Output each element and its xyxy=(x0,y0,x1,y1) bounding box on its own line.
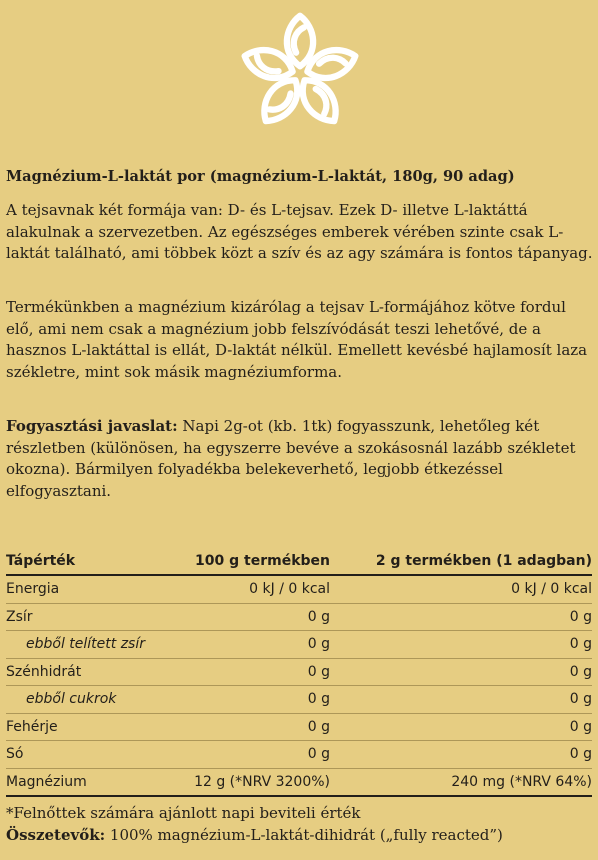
value-per-100g: 0 g xyxy=(307,636,330,653)
value-per-100g: 0 kJ / 0 kcal xyxy=(249,581,330,598)
value-per-serving: 0 g xyxy=(569,608,592,625)
nrv-footnote: *Felnőttek számára ajánlott napi beviteli érték xyxy=(6,804,361,822)
nutrient-name: ebből cukrok xyxy=(26,691,117,708)
value-per-serving: 0 kJ / 0 kcal xyxy=(511,581,592,598)
description-paragraph-2: Termékünkben a magnézium kizárólag a tejsav L-formájához kötve fordul elő, ami nem csak a magnézium jobb felszívódását teszi lehetővé, de a hasznos L-laktáttal is ellát, D-laktát nélkül. Emellett kevésbé hajlamosít laza székletre, mint sok másik magnéziumforma. xyxy=(6,298,588,381)
ingredients-line xyxy=(6,825,596,847)
table-row xyxy=(6,686,592,714)
value-per-100g: 0 g xyxy=(307,746,330,763)
table-row xyxy=(6,631,592,659)
table-row xyxy=(6,714,592,742)
footer-notes xyxy=(6,803,596,846)
nutrient-name: Magnézium xyxy=(6,773,87,790)
ingredients-text: 100% magnézium-L-laktát-dihidrát („fully reacted”) xyxy=(105,825,503,844)
nutrient-name: Zsír xyxy=(6,608,33,625)
table-row xyxy=(6,576,592,604)
value-per-100g: 0 g xyxy=(307,718,330,735)
value-per-100g: 0 g xyxy=(307,691,330,708)
value-per-serving: 0 g xyxy=(569,663,592,680)
value-per-serving: 0 g xyxy=(569,691,592,708)
usage-paragraph xyxy=(6,416,594,502)
value-per-serving: 0 g xyxy=(569,636,592,653)
nutrition-header-row xyxy=(6,547,592,576)
table-row xyxy=(6,659,592,687)
nutrient-name: Fehérje xyxy=(6,718,58,735)
description-paragraph-1: A tejsavnak két formája van: D- és L-tejsav. Ezek D- illetve L-laktáttá alakulnak a szervezetben. Az egészséges emberek vérében szinte csak L-laktát található, ami többek közt a szív és az agy számára is fontos tápanyag. xyxy=(6,201,593,262)
nutrient-name: Energia xyxy=(6,581,60,598)
flower-logo-icon xyxy=(232,10,368,138)
value-per-100g: 0 g xyxy=(307,663,330,680)
usage-label: Fogyasztási javaslat: xyxy=(6,417,178,435)
table-row xyxy=(6,769,592,798)
value-per-100g: 12 g (*NRV 3200%) xyxy=(194,773,330,790)
product-title: Magnézium-L-laktát por (magnézium-L-laktát, 180g, 90 adag) xyxy=(6,168,515,185)
nutrient-name: Só xyxy=(6,746,24,763)
value-per-100g: 0 g xyxy=(307,608,330,625)
nutrient-name: Szénhidrát xyxy=(6,663,82,680)
table-row xyxy=(6,604,592,632)
value-per-serving: 0 g xyxy=(569,718,592,735)
usage-text: Napi 2g-ot (kb. 1tk) fogyasszunk, lehetőleg két részletben (különösen, ha egyszerre bevéve a szokásosnál lazább székletet okozna). Bármilyen folyadékba belekeverhető, legjobb étkezéssel elfogyasztani. xyxy=(6,417,576,500)
value-per-serving: 0 g xyxy=(569,746,592,763)
nutrient-name: ebből telített zsír xyxy=(26,636,145,653)
header-nutrient: Tápérték xyxy=(6,552,76,569)
header-per-100g: 100 g termékben xyxy=(195,552,330,569)
header-per-serving: 2 g termékben (1 adagban) xyxy=(375,552,592,569)
nutrition-table xyxy=(6,547,592,797)
value-per-serving: 240 mg (*NRV 64%) xyxy=(451,773,592,790)
ingredients-label: Összetevők: xyxy=(6,825,106,844)
table-row xyxy=(6,741,592,769)
